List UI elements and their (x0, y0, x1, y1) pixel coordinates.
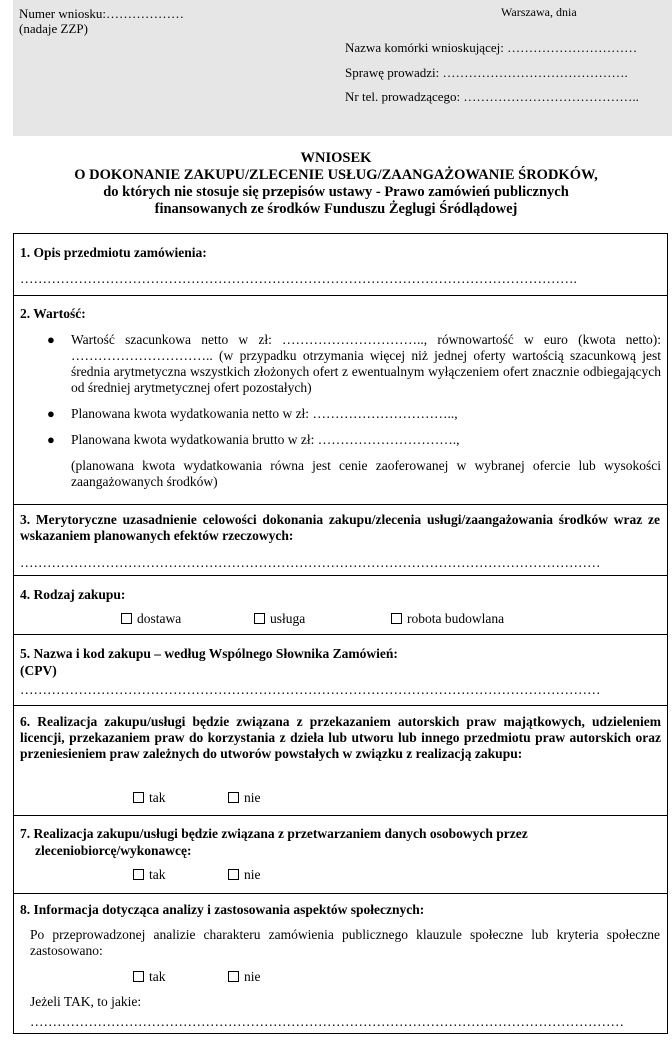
bullet-icon: ● (47, 406, 55, 421)
city-date[interactable]: Warszawa, dnia (501, 5, 577, 19)
checkbox-icon[interactable] (228, 792, 239, 803)
title-line-3: do których nie stosuje się przepisów ustawy - Prawo zamówień publicznych (103, 184, 569, 200)
application-number[interactable]: Numer wniosku:……………… (19, 6, 185, 21)
section-6 (14, 705, 667, 805)
value-note: (planowana kwota wydatkowania równa jest cenie zaoferowanej w wybranej ofercie lub wysokości zaangażowanych środków) (71, 458, 661, 489)
option-no[interactable]: nie (228, 867, 261, 883)
title-line-1: WNIOSEK (300, 150, 372, 166)
section-2-heading: 2. Wartość: (20, 306, 86, 321)
option-yes[interactable]: tak (133, 790, 166, 806)
option-yes[interactable]: tak (133, 969, 166, 985)
section-8-field[interactable]: …………………………………………………………………………………………………………………… (30, 1014, 624, 1029)
checkbox-icon[interactable] (133, 971, 144, 982)
checkbox-icon[interactable] (254, 613, 265, 624)
section-5-heading: 5. Nazwa i kod zakupu – według Wspólnego Słownika Zamówień: (20, 646, 398, 661)
section-5-cpv: (CPV) (20, 663, 57, 678)
section-3-heading: 3. Merytoryczne uzasadnienie celowości dokonania zakupu/zlecenia usługi/zaangażowania środków wraz ze wskazaniem planowanych efektów rzeczowych: (20, 512, 660, 543)
checkbox-icon[interactable] (228, 869, 239, 880)
section-3-field[interactable]: ………………………………………………………………………………………………………………… (20, 555, 601, 570)
option-yes[interactable]: tak (133, 867, 166, 883)
section-7 (14, 815, 667, 882)
phone-field[interactable]: Nr tel. prowadzącego: ………………………………….. (345, 89, 639, 104)
section-6-heading: 6. Realizacja zakupu/usługi będzie związana z przekazaniem autorskich praw majątkowych, udzieleniem licencji, przekazaniem praw do korzystania z dzieła lub utworu lub innego przedmiotu praw autorskich oraz przeniesieniem praw zależnych do utworów powstałych w związku z realizacją zakupu: (20, 714, 661, 761)
if-yes-label: Jeżeli TAK, to jakie: (30, 994, 142, 1009)
bullet-icon: ● (47, 332, 55, 347)
section-5-field[interactable]: ………………………………………………………………………………………………………………… (20, 682, 601, 697)
section-8 (14, 893, 667, 1029)
checkbox-icon[interactable] (121, 613, 132, 624)
section-1-heading: 1. Opis przedmiotu zamówienia: (20, 245, 207, 260)
form-table (13, 233, 668, 1034)
title-line-4: finansowanych ze środków Funduszu Żeglugi Śródlądowej (154, 201, 518, 217)
section-1-field[interactable]: ……………………………………………………………………………………………………………. (20, 271, 577, 286)
handler-field[interactable]: Sprawę prowadzi: ……………………………………. (345, 65, 628, 80)
checkbox-icon[interactable] (391, 613, 402, 624)
section-7-heading: 7. Realizacja zakupu/usługi będzie związana z przetwarzaniem danych osobowych przez (20, 826, 528, 841)
planned-net-field[interactable]: Planowana kwota wydatkowania netto w zł: ………………………….., (71, 406, 458, 421)
option-no[interactable]: nie (228, 969, 261, 985)
option-no[interactable]: nie (228, 790, 261, 806)
section-8-heading: 8. Informacja dotycząca analizy i zastosowania aspektów społecznych: (20, 902, 425, 917)
unit-name-field[interactable]: Nazwa komórki wnioskującej: ………………………… (345, 40, 638, 55)
planned-gross-field[interactable]: Planowana kwota wydatkowania brutto w zł: …………………………., (71, 432, 460, 447)
application-number-note: (nadaje ZZP) (19, 21, 88, 36)
bullet-icon: ● (47, 432, 55, 447)
option-construction[interactable]: robota budowlana (391, 611, 504, 627)
checkbox-icon[interactable] (133, 792, 144, 803)
checkbox-icon[interactable] (228, 971, 239, 982)
document-title (0, 150, 672, 218)
section-5 (14, 634, 667, 697)
option-delivery[interactable]: dostawa (121, 611, 181, 627)
section-2 (14, 295, 667, 489)
title-line-2: O DOKONANIE ZAKUPU/ZLECENIE USŁUG/ZAANGAŻOWANIE ŚRODKÓW, (74, 167, 598, 183)
estimated-value-field[interactable]: Wartość szacunkowa netto w zł: ………………………….., równowartość w euro (kwota netto): ………………………….. (w przypadku otrzymania więcej niż jednej oferty wartością szacunkową jest średnia arytmetyczna wszystkich złożonych ofert z ewentualnym wyłączeniem ofert znacznie odbiegających od średniej arytmetycznej ofert pozostałych) (71, 332, 661, 395)
section-8-text: Po przeprowadzonej analizie charakteru zamówienia publicznego klauzule społeczne lub kryteria społeczne zastosowano: (30, 927, 660, 958)
section-4-heading: 4. Rodzaj zakupu: (20, 587, 126, 602)
option-service[interactable]: usługa (254, 611, 305, 627)
section-3 (14, 504, 667, 570)
section-4 (14, 575, 667, 626)
checkbox-icon[interactable] (133, 869, 144, 880)
header-box (13, 0, 672, 136)
section-7-heading-cont: zleceniobiorcę/wykonawcę: (35, 843, 192, 858)
